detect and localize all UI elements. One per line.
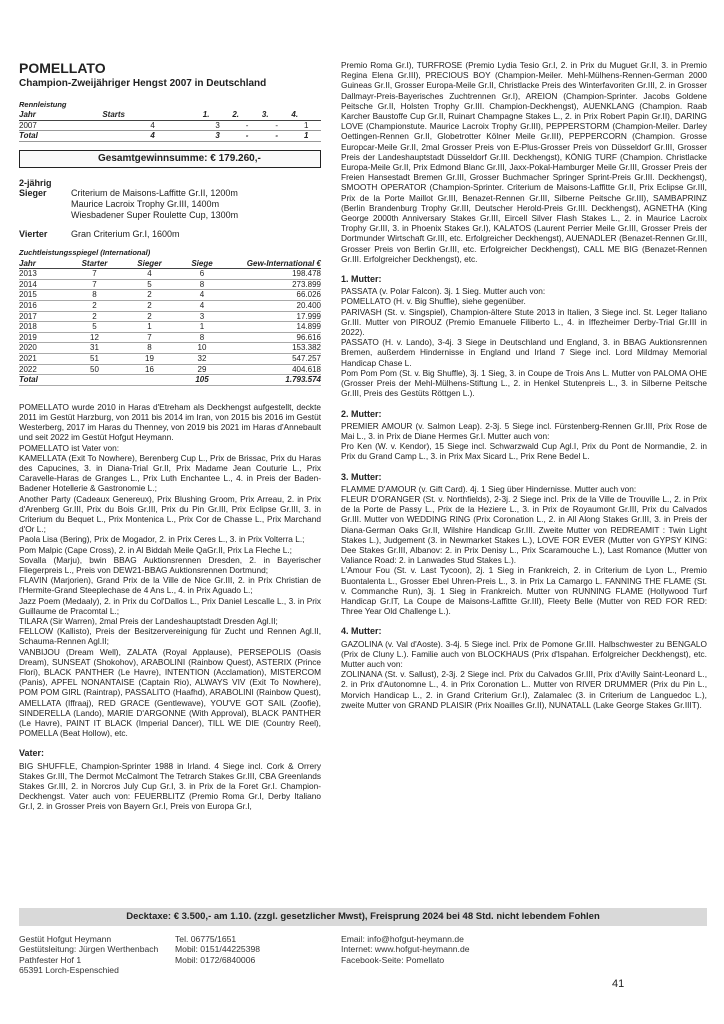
paragraph: FLEUR D'ORANGER (St. v. Northfields), 2-3j. 2 Siege incl. Prix de la Ville de Trouville L., 2. in Prix de la Porte de Passy L., Prix de la Heziere L., 3. in Prix de Royaumont Gr.III, Prix du Calvados Gr.III. Mutter von WEDDING RING (Prix Coronation L., 2. in All Along Stakes Gr.III, 3. in Preis der Diana-German Oaks Gr.II, Wilshire Handicap Gr.III. Zweite Mutter von REDREAMIT : Twin Light Stakes L.), Judgement (3. in Newmarket Stakes L.), LOVE FOR EVER (Mutter von GYPSY KING: Dee Stakes Gr.III, Albanov: 2. in Prix Denisy L., Prix Scaramouche L.), Last Romance (Mutter von Valiance Road: 2. in Lanwades Stud Stakes L.). [341,493,707,566]
paragraph: ZOLINANA (St. v. Sallust), 2-3j. 2 Siege incl. Prix du Calvados Gr.III, Prix d'Avilly Saint-Leonard L., 2. in Prix d'Autonomne L., 4. in Prix Coronation L.. Mutter von RIVER DRUMMER (Prix du Pin L., Morvich Handicap L., 2. in Grand Criterium Gr.I), Zalamalec (3. in Criterium de Languedoc L.), zweite Mutter von GRAND PLAISIR (Prix Noailles Gr.II), NUNATALL (Lake George Stakes Gr.IIIT). [341,669,707,710]
cell: 3 [177,311,227,322]
left-column [19,60,321,812]
cell: 1 [177,322,227,333]
fourth-label: Vierter [19,229,48,240]
cell [67,375,122,386]
cell: 12 [67,332,122,343]
cell: 32 [177,353,227,364]
cell: 4 [122,269,177,280]
table-row [19,343,321,354]
th-first: 1. [203,110,233,120]
horse-name: POMELLATO [19,60,106,76]
th-sieger: Sieger [122,259,177,269]
cell: 1 [291,120,321,131]
table-row [19,290,321,301]
cell: 66.026 [227,290,321,301]
cell: 2015 [19,290,67,301]
footer-facebook[interactable]: Facebook-Seite: Pomellato [341,954,445,965]
cell: 5 [122,279,177,290]
cell: 2014 [19,279,67,290]
cell: 2022 [19,364,67,375]
winner-block [19,188,321,221]
race-line: Wiesbadener Super Roulette Cup, 1300m [71,210,239,221]
cell: 96.616 [227,332,321,343]
cell: 4 [177,300,227,311]
table-row [19,311,321,322]
paragraph: PARIVASH (St. v. Singspiel), Champion-ältere Stute 2013 in Italien, 3 Siege incl. St. Leger Italiano Gr.III. Mutter von PIROUZ (Premio Emanuele Filiberto L., 4. in Iffezheimer Derby-Trial Gr.III in 2022). [341,306,707,338]
cell: 31 [67,343,122,354]
th-starts: Starts [102,110,202,120]
horse-subtitle: Champion-Zweijähriger Hengst 2007 in Deutschland [19,78,267,89]
stud-fee-bar [19,908,707,926]
race-line: Maurice Lacroix Trophy Gr.III, 1400m [71,199,220,210]
race-line: Criterium de Maisons-Laffitte Gr.II, 1200m [71,188,238,199]
cell: 29 [177,364,227,375]
cell: - [232,120,262,131]
race-record-label: Rennleistung [19,100,67,109]
dam-heading: 1. Mutter: [341,274,382,285]
cell: 8 [67,290,122,301]
paragraph: Pro Ken (W. v. Kendor), 15 Siege incl. Schwarzwald Cup Agl.I, Prix du Pont de Normandie, 2. in Prix du Grand Camp L., 3. in Prix Max Sicard L., Prix Rene Bedel L. [341,441,707,462]
winner-label: Sieger [19,188,47,199]
th-fourth: 4. [291,110,321,120]
footer-line: Pathfester Hof 1 [19,954,82,965]
fourth-race: Gran Criterium Gr.I, 1600m [71,229,180,240]
footer-phones [175,934,260,965]
paragraph: GAZOLINA (v. Val d'Aoste). 3-4j. 5 Siege incl. Prix de Pomone Gr.III. Halbschwester zu BENGALO (Prix de Cluny L.). Familie auch von BLOCKHAUS (Prix d'Ispahan. Erfolgreicher Deckhengst), etc. Mutter auch von: [341,638,707,669]
stud-record-label: Zuchtleistungsspiegel (International) [19,248,151,258]
footer-line: Gestüt Hofgut Heymann [19,934,112,944]
cell: - [262,120,292,131]
paragraph: Premio Roma Gr.I), TURFROSE (Premio Lydia Tesio Gr.I, 2. in Prix du Muguet Gr.II, 3. in Premio Regina Elena Gr.III), PRECIOUS BOY (Champion-Meiler. Mehl-Mülhens-Rennen-German 2000 Guineas Gr.II, Grosser Europa-Meile Gr.II, Christlacke Preis des Winterfavoriten Gr.III, 2. in Grosser Dallmayr-Preis-Bayerisches Zuchtrennen Gr.I), AREION (Champion-Sprinter. Jacobs Goldene Peitsche Gr.II, Holsten Trophy Gr.III. Champion-Deckhengst), AUENKLANG (Champion. Raab Karcher Baustoffe Cup Gr.II, Ruinart Champagne Stakes L., 2. in Prix Robert Papin Gr.II), DARING LOVE (Championstute. Maurice Lacroix Trophy Gr.III), PEPPERSTORM (Champion-Meiler. Darley Oettingen-Rennen Gr.II, Globetrotter Kölner Meile Gr.III), PEPPERCORN (Champion. Grosse Europcar-Meile Gr.II, 2mal Grosser Preis von E-Plus-Grosser Preis von Düsseldorf Gr.III, Grosser Preis der Landeshauptstadt Düsseldorf Gr.III. Deckhengst), KÖNIG TURF (Champion. Christlacke Europa-Meile Gr.II, Prix Edmond Blanc Gr.III, Jaxx-Pokal-Hamburger Meile Gr.III, Grosser Preis der Freien Hansestadt Bremen Gr.III, Grosser Buchmacher Springer Sprint-Preis Gr.III. Deckhengst), SMOOTH OPERATOR (Champion-Sprinter. Criterium de Maisons-Laffitte Gr.II, Prix Eclipse Gr.III, Prix de la Porte Maillot Gr.III, Benazet-Rennen Gr.III, Silberne Peitsche Gr.III), SAMBAPRINZ (Berlin Brandenburg Trophy Gr.III, Deutscher Herold-Preis Gr.III. Deckhengst), AGNETHA (King George 2000th Anniversary Stakes Gr.III, Eircell Silver Flash Stakes L., 2. in Maurice Lacroix Trophy Gr.III, 3. in Phoenix Stakes Gr.I), KALATOS (Laurent Perrier Meile Gr.III, Grosser Preis der Dortmunder Wirtschaft Gr.III, etc. Erfolgreicher Deckhengst), AUENADLER (Benazet-Rennen Gr.III, Grosser Preis von Berlin Gr.III, etc. Erfolgreicher Deckhengst), CALL ME BIG (Benazet-Rennen Gr.III. Erfolgreicher Deckhengst), etc. [341,60,707,264]
paragraph: Paola Lisa (Bering), Prix de Mogador, 2. in Prix Ceres L., 3. in Prix Volterra L.; [19,534,305,545]
paragraph: VANBIJOU (Dream Well), ZALATA (Royal Applause), PERSEPOLIS (Oasis Dream), SUNSEAT (Shokohov), ARABOLINI (Rainbow Quest), ASTERIX (Prince Flori), BLACK PANTHER (Le Havre), INTENTION (Acclamation), MISTERCOM (Panis), APFEL NONANTAISE (Captain Rio), ALWAYS VIV (Exit To Nowhere), POM POM GIRL (Raintrap), PASSALITO (Haafhd), ARABOLINI (Rainbow Quest), AMELLATA (Iffraaj), RED GRACE (Gentlewave), YOU'VE GOT SAIL (Zoofie), SINDERELLA (Lando), MARIE D'ARGONNE (With Approval), BLACK PANTHER (Le Havre), PAINT IT BLACK (Imperial Dancer), TILL WE DIE (Country Reel), POMELLA (Beat Hollow), etc. [19,646,321,739]
footer-web [341,934,470,965]
footer-stud [19,934,158,976]
paragraph: POMELLATO ist Vater von: [19,442,120,453]
cell: 2016 [19,300,67,311]
cell: 2 [122,300,177,311]
cell: 8 [122,343,177,354]
cell: Total [19,131,102,142]
cell: 14.899 [227,322,321,333]
sire-heading: Vater: [19,748,45,759]
table-row [19,353,321,364]
total-earnings-box: Gesamtgewinnsumme: € 179.260,- [19,150,321,168]
cell: 2018 [19,322,67,333]
paragraph: PASSATO (H. v. Lando), 3-4j. 3 Siege in Deutschland und England, 3. in BBAG Auktionsrennen Bremen, außerdem Hindernisse in England und Irland 7 Siege incl. Lord Mildmay Memorial Handicap Chase L. [341,337,707,368]
paragraph: KAMELLATA (Exit To Nowhere), Berenberg Cup L., Prix de Brissac, Prix du Haras des Capucines, 3. in Diana-Trial Gr.II, Prix Madame Jean Couturie L., Prix Caravelle-Haras de Granges L., Prix Luth Enchantee L., 4. in Preis der Baden-Badener Hotellerie & Gastronomie L.; [19,452,321,494]
th-jahr: Jahr [19,110,102,120]
race-record-table [19,110,321,142]
cell: 2019 [19,332,67,343]
cell: 1.793.574 [227,375,321,386]
paragraph: Sovalla (Marju), bwin BBAG Auktionsrennen Dresden, 2. in Bayerischer Fliegerpreis L., Preis von DEW21-BBAG Auktionsrennen Dortmund; [19,554,321,575]
paragraph: Pom Pom Pom (St. v. Big Shuffle), 3j. 1 Sieg, 3. in Coupe de Trois Ans L. Mutter von PALOMA OHE (Grosser Preis der Mehl-Mülhens-Stiftung L., 2. in Henkel Stutenpreis L., 3. in Silberne Peitsche Gr.III, Preis des Gestüts Röttgen L.). [341,367,707,399]
page-number: 41 [612,978,625,990]
th-jahr: Jahr [19,259,67,269]
table-row [19,269,321,280]
cell: 2013 [19,269,67,280]
cell: 8 [177,332,227,343]
fourth-block [19,229,321,240]
table-row [19,131,321,142]
th-starter: Starter [67,259,122,269]
cell: 51 [67,353,122,364]
paragraph: FELLOW (Kallisto), Preis der Besitzervereinigung für Zucht und Rennen Agl.II, Schauma-Rennen Agl.II; [19,626,321,647]
cell: 404.618 [227,364,321,375]
cell: 2020 [19,343,67,354]
paragraph: Another Party (Cadeaux Genereux), Prix Blushing Groom, Prix Arreau, 2. in Prix d'Arenberg Gr.III, Prix du Bois Gr.III, Prix du Pin Gr.III, Prix Eclipse Gr.III, 3. in Criterium du Bequet L., Prix Montenica L., Prix Cor de Chasse L., Prix Marchand d'Or L.; [19,493,321,535]
table-row [19,364,321,375]
stud-record-table [19,259,321,386]
footer-line: Tel. 06775/1651 [175,934,237,944]
right-column [341,60,707,710]
paragraph: Pom Malpic (Cape Cross), 2. in Al Biddah Meile QaGr.II, Prix La Fleche L.; [19,544,292,555]
footer-line: 65391 Lorch-Espenschied [19,965,119,976]
cell: 2007 [19,120,102,131]
cell: 3 [203,120,233,131]
cell: 2021 [19,353,67,364]
footer-website[interactable]: Internet: www.hofgut-heymann.de [341,944,470,955]
paragraph: FLAMME D'AMOUR (v. Gift Card). 4j. 1 Sieg über Hindernisse. Mutter auch von: [341,483,637,494]
table-row [19,120,321,131]
paragraph: TILARA (Sir Warren), 2mal Preis der Landeshauptstadt Dresden Agl.II; [19,615,278,626]
cell: 1 [122,322,177,333]
th-earnings: Gew-International € [227,259,321,269]
cell: 2 [67,311,122,322]
stud-rows [19,269,321,386]
footer-email[interactable]: Email: info@hofgut-heymann.de [341,934,464,944]
cell: 4 [102,131,202,142]
sire-paragraph: BIG SHUFFLE, Champion-Sprinter 1988 in Irland. 4 Siege incl. Cork & Orrery Stakes Gr.III, The Dermot McCalmont The Tetrarch Stakes Gr.III, CBA Greenlands Stakes Gr.III, 2. in Norcros July Cup Gr.I, 3. in Prix de la Foret Gr.I. Champion-Deckhengst. Vater auch von: FEUERBLITZ (Premio Roma Gr.I, Derby Italiano Gr.I, 2. in Grosser Preis von Bayern Gr.I, Preis von Europa Gr.I, [19,760,321,812]
cell: 273.899 [227,279,321,290]
table-row [19,300,321,311]
cell: 50 [67,364,122,375]
cell: 7 [122,332,177,343]
th-second: 2. [232,110,262,120]
cell: 10 [177,343,227,354]
cell: Total [19,375,67,386]
cell: - [232,131,262,142]
cell: 7 [67,279,122,290]
paragraph: FLAVIN (Marjorien), Grand Prix de la Ville de Nice Gr.III, 2. in Prix Christian de l'Hermite-Grand Steeplechase de 4 Ans L., 4. in Prix Aguado L.; [19,575,321,596]
paragraph: L'Amour Fou (St. v. Last Tycoon), 2j. 1 Sieg in Frankreich, 2. in Criterium de Lyon L., Premio Buontalenta L., Grosser Ebel Uhren-Preis L., 3. in Prix La Camargo L. FANNING THE FLAME (St. v. Commanche Run), 3j. 1 Sieg in Frankreich. Mutter von RUNNING FLAME (Hollywood Turf Handicap Gr.IT, La Coupe de Maisons-Laffitte Gr.III), Fleety Belle (Mutter von RED FOR RED: Three Year Old Challenge L.). [341,565,707,617]
winner-races [71,188,311,221]
footer-line: Gestütsleitung: Jürgen Werthenbach [19,944,159,955]
cell: 2 [122,311,177,322]
cell: 4 [102,120,202,131]
cell: - [262,131,292,142]
table-row [19,375,321,386]
cell: 2 [67,300,122,311]
cell: 2017 [19,311,67,322]
cell: 3 [203,131,233,142]
cell [122,375,177,386]
cell: 547.257 [227,353,321,364]
cell: 5 [67,322,122,333]
cell: 20.400 [227,300,321,311]
cell: 2 [122,290,177,301]
footer-line: Mobil: 0172/6840006 [175,954,256,965]
cell: 6 [177,269,227,280]
cell: 153.382 [227,343,321,354]
offspring-text [19,402,321,739]
footer-line: Mobil: 0151/44225398 [175,944,261,955]
paragraph: POMELLATO wurde 2010 in Haras d'Etreham als Deckhengst aufgestellt, deckte 2011 im Gestüt Harzburg, von 2011 bis 2014 im Iran, von 2015 bis 2016 im Gestüt Westerberg, 2017 im Haras du Thenney, von 2019 bis 2021 im Haras d'Annebault und seit 2022 im Gestüt Hofgut Heymann. [19,401,321,443]
cell: 105 [177,375,227,386]
cell: 19 [122,353,177,364]
paragraph: POMELLATO (H. v. Big Shuffle), siehe gegenüber. [341,296,526,307]
cell: 1 [291,131,321,142]
th-siege: Siege [177,259,227,269]
stud-fee-text: Decktaxe: € 3.500,- am 1.10. (zzgl. gesetzlicher Mwst), Freisprung 2024 bei 48 Std. nicht lebendem Fohlen [126,911,600,922]
cell: 16 [122,364,177,375]
age-label: 2-jährig [19,178,52,189]
cell: 17.999 [227,311,321,322]
paragraph: PASSATA (v. Polar Falcon). 3j. 1 Sieg. Mutter auch von: [341,286,546,297]
paragraph: Jazz Poem (Medaaly), 2. in Prix du Col'Dallos L., Prix Daniel Lescalle L., 3. in Prix Guillaume de Pracomtal L.; [19,595,321,616]
cell: 4 [177,290,227,301]
cell: 198.478 [227,269,321,280]
cell: 7 [67,269,122,280]
dam-heading: 4. Mutter: [341,626,382,637]
dam-heading: 3. Mutter: [341,471,382,482]
table-row [19,322,321,333]
table-row [19,279,321,290]
cell: 8 [177,279,227,290]
dam-heading: 2. Mutter: [341,408,382,419]
th-third: 3. [262,110,292,120]
paragraph: PREMIER AMOUR (v. Salmon Leap). 2-3j. 5 Siege incl. Fürstenberg-Rennen Gr.III, Prix Rose de Mai L., 3. in Prix de Diane Hermes Gr.I. Mutter auch von: [341,420,707,441]
table-row [19,332,321,343]
